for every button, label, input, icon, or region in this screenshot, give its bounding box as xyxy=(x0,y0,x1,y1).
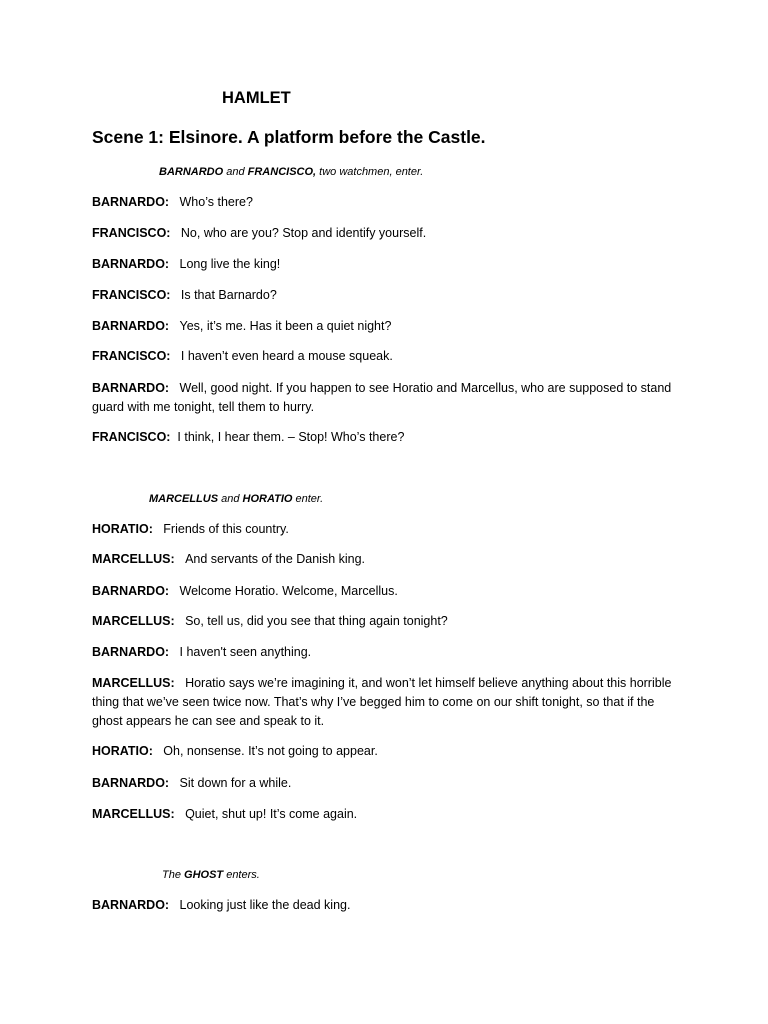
speaker-name: BARNARDO: xyxy=(92,898,170,912)
dialogue-line xyxy=(92,255,686,274)
line-text: I think, I hear them. – Stop! Who’s there? xyxy=(177,430,405,444)
line-text: Friends of this country. xyxy=(163,522,289,536)
line-text: I haven't seen anything. xyxy=(179,645,312,659)
line-text: Who’s there? xyxy=(179,195,253,209)
line-text: So, tell us, did you see that thing again tonight? xyxy=(185,614,448,628)
speaker-name: MARCELLUS: xyxy=(92,614,175,628)
line-text: Looking just like the dead king. xyxy=(179,898,351,912)
speaker-name: FRANCISCO: xyxy=(92,349,171,363)
dialogue-line xyxy=(92,224,686,243)
speaker-name: BARNARDO: xyxy=(92,319,170,333)
stage-direction-character: FRANCISCO, xyxy=(247,166,317,178)
stage-direction-text: enter. xyxy=(292,493,324,505)
stage-direction-character: BARNARDO xyxy=(159,166,224,178)
line-text: Is that Barnardo? xyxy=(180,288,277,302)
dialogue-line xyxy=(92,643,686,662)
dialogue-line xyxy=(92,805,686,824)
dialogue-line xyxy=(92,774,686,793)
line-text: Yes, it’s me. Has it been a quiet night? xyxy=(179,319,392,333)
stage-direction-text: and xyxy=(218,493,243,505)
line-text: Horatio says we’re imagining it, and won’t let himself believe anything about this horrible thing that we’ve seen twice now. That’s why I’ve begged him to come on our shift tonight, so that if the ghost appears he can see and speak to it. xyxy=(92,676,672,728)
stage-direction-character: HORATIO xyxy=(242,493,293,505)
dialogue-line xyxy=(92,520,686,539)
stage-direction-text: The xyxy=(162,869,185,881)
speaker-name: FRANCISCO: xyxy=(92,430,171,444)
dialogue-line xyxy=(92,286,686,305)
speaker-name: FRANCISCO: xyxy=(92,288,171,302)
dialogue-line xyxy=(92,428,686,447)
speaker-name: BARNARDO: xyxy=(92,776,170,790)
line-text: Oh, nonsense. It’s not going to appear. xyxy=(163,744,378,758)
line-text: I haven’t even heard a mouse squeak. xyxy=(180,349,393,363)
dialogue-line xyxy=(92,896,686,915)
play-title: HAMLET xyxy=(222,89,291,107)
stage-direction-character: MARCELLUS xyxy=(149,493,219,505)
stage-direction-text: two watchmen, enter. xyxy=(316,166,424,178)
dialogue-line xyxy=(92,612,686,631)
stage-direction-character: GHOST xyxy=(184,869,224,881)
line-text: Welcome Horatio. Welcome, Marcellus. xyxy=(179,584,398,598)
line-text: Sit down for a while. xyxy=(179,776,292,790)
dialogue-line xyxy=(92,582,686,601)
dialogue-line xyxy=(92,742,686,761)
speaker-name: BARNARDO: xyxy=(92,195,170,209)
dialogue-line xyxy=(92,674,686,731)
speaker-name: FRANCISCO: xyxy=(92,226,171,240)
stage-direction-text: and xyxy=(223,166,248,178)
line-text: No, who are you? Stop and identify yourself. xyxy=(180,226,427,240)
speaker-name: BARNARDO: xyxy=(92,645,170,659)
speaker-name: BARNARDO: xyxy=(92,381,170,395)
stage-direction xyxy=(162,867,756,883)
dialogue-line xyxy=(92,347,686,366)
dialogue-line xyxy=(92,550,686,569)
speaker-name: HORATIO: xyxy=(92,744,153,758)
speaker-name: MARCELLUS: xyxy=(92,552,175,566)
stage-direction-text: enters. xyxy=(223,869,260,881)
dialogue-line xyxy=(92,317,686,336)
line-text: And servants of the Danish king. xyxy=(185,552,366,566)
stage-direction xyxy=(149,491,743,507)
speaker-name: MARCELLUS: xyxy=(92,676,175,690)
stage-direction xyxy=(159,164,753,180)
dialogue-line xyxy=(92,193,686,212)
line-text: Well, good night. If you happen to see Horatio and Marcellus, who are supposed to stand guard with me tonight, tell them to hurry. xyxy=(92,381,672,414)
scene-heading: Scene 1: Elsinore. A platform before the Castle. xyxy=(92,127,486,147)
speaker-name: BARNARDO: xyxy=(92,257,170,271)
speaker-name: BARNARDO: xyxy=(92,584,170,598)
dialogue-line xyxy=(92,379,686,417)
line-text: Long live the king! xyxy=(179,257,281,271)
line-text: Quiet, shut up! It’s come again. xyxy=(185,807,358,821)
speaker-name: HORATIO: xyxy=(92,522,153,536)
speaker-name: MARCELLUS: xyxy=(92,807,175,821)
